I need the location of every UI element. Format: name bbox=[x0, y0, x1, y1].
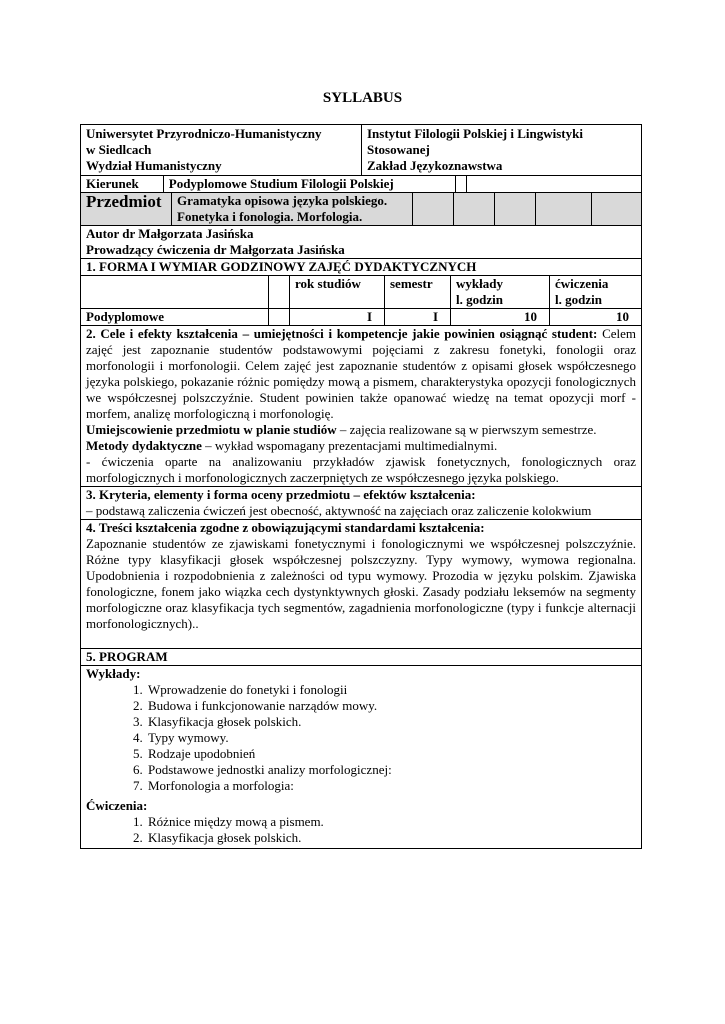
list-item: 4. Typy wymowy. bbox=[146, 730, 636, 746]
row-cwiczenia: 10 bbox=[616, 309, 629, 324]
metody-label: Metody dydaktyczne bbox=[86, 438, 202, 453]
section3-text: – podstawą zaliczenia ćwiczeń jest obecność, aktywność na zajęciach oraz zaliczenie kolokwium bbox=[86, 503, 592, 518]
list-item: 6. Podstawowe jednostki analizy morfologicznej: bbox=[146, 762, 636, 778]
section5-cell bbox=[81, 666, 642, 849]
row-semestr: I bbox=[385, 309, 451, 326]
section4-cell bbox=[81, 520, 642, 649]
przedmiot-row bbox=[81, 193, 642, 226]
kierunek-value: Podyplomowe Studium Filologii Polskiej bbox=[163, 176, 455, 192]
institute-name-cont: Stosowanej bbox=[367, 142, 430, 157]
col-wyklady-line2: l. godzin bbox=[456, 292, 503, 307]
section3-cell bbox=[81, 487, 642, 520]
cwiczenia-label: Ćwiczenia: bbox=[86, 798, 148, 813]
col-wyklady-line1: wykłady bbox=[456, 276, 503, 291]
section2-text: Celem zajęć jest zapoznanie studentów podstawowymi pojęciami z zakresu fonetyki, fonologii oraz morfonologii i morfonologii. Celem zajęć jest zapoznanie studentów z opisami głosek współczesnego języka polskiego, pokazanie różnic pomiędzy mową a pismem, charakterystyka opozycji fonologicznych we współczesnej polszczyźnie. Student powinien także opanować wiedzę na temat opozycji morf - morfem, analizę morfologiczną i morfonologię. bbox=[86, 326, 637, 421]
authors-cell bbox=[81, 226, 642, 259]
wyklady-list bbox=[86, 682, 636, 794]
kierunek-row bbox=[81, 176, 642, 193]
list-item: 7. Morfonologia a morfologia: bbox=[146, 778, 636, 794]
institute-cell bbox=[362, 125, 642, 175]
section3-heading: 3. Kryteria, elementy i forma oceny przedmiotu – efektów kształcenia: bbox=[86, 487, 476, 502]
row-wyklady: 10 bbox=[451, 309, 550, 326]
row-rok: I bbox=[290, 309, 385, 326]
metody-line2: - ćwiczenia oparte na analizowaniu przykładów zjawisk fonetycznych, fonologicznych oraz morfologicznych i morfonologicznych zaczerpniętych ze współczesnego języka polskiego. bbox=[86, 454, 636, 485]
section4-text: Zapoznanie studentów ze zjawiskami fonetycznymi i fonologicznymi we współczesnej polszczyźnie. Różne typy klasyfikacji głosek współczesnej polszczyzny. Typy wymowy, wymowa regionalna. Upodobnienia i rozpodobnienia z zależności od typu wymowy. Prozodia w języku polskim. Zjawiska fonologiczne, fonem jako wiązka cech dystynktywnych głoski. Zasady podziału leksemów na segmenty morfologiczne oraz klasyfikacja tych segmentów, zagadnienia morfonologiczne (typy i funkcje alternacji morfonologicznych).. bbox=[86, 536, 636, 631]
cwiczenia-list bbox=[86, 814, 636, 846]
syllabus-table bbox=[80, 124, 642, 849]
umiejscowienie-text: – zajęcia realizowane są w pierwszym semestrze. bbox=[336, 422, 597, 437]
row-label: Podyplomowe bbox=[81, 309, 269, 326]
section1-heading: 1. FORMA I WYMIAR GODZINOWY ZAJĘĆ DYDAKTYCZNYCH bbox=[81, 259, 642, 276]
przedmiot-line1: Gramatyka opisowa języka polskiego. bbox=[177, 193, 388, 208]
col-cwiczenia-line1: ćwiczenia bbox=[555, 276, 609, 291]
col-cwiczenia bbox=[550, 276, 642, 309]
page-title: SYLLABUS bbox=[322, 90, 403, 106]
university-name: Uniwersytet Przyrodniczo-Humanistyczny bbox=[86, 126, 322, 141]
przedmiot-label: Przedmiot bbox=[81, 193, 172, 225]
wyklady-label: Wykłady: bbox=[86, 666, 141, 681]
list-item: 1. Wprowadzenie do fonetyki i fonologii bbox=[146, 682, 636, 698]
col-rok: rok studiów bbox=[290, 276, 385, 309]
university-cell bbox=[81, 125, 362, 175]
department-name: Zakład Językoznawstwa bbox=[367, 158, 503, 173]
metody-text: – wykład wspomagany prezentacjami multimedialnymi. bbox=[201, 438, 498, 453]
section4-heading: 4. Treści kształcenia zgodne z obowiązującymi standardami kształcenia: bbox=[86, 520, 485, 535]
header-row bbox=[81, 125, 642, 176]
umiejscowienie-label: Umiejscowienie przedmiotu w planie studiów bbox=[86, 422, 337, 437]
section2-cell bbox=[81, 326, 642, 487]
col-wyklady bbox=[451, 276, 550, 309]
institute-name: Instytut Filologii Polskiej i Lingwistyki bbox=[367, 126, 583, 141]
list-item: 2. Budowa i funkcjonowanie narządów mowy. bbox=[146, 698, 636, 714]
section1-table bbox=[81, 276, 642, 326]
przedmiot-line2: Fonetyka i fonologia. Morfologia. bbox=[177, 209, 363, 224]
kierunek-label: Kierunek bbox=[81, 176, 163, 192]
section2-heading: 2. Cele i efekty kształcenia – umiejętności i kompetencje jakie powinien osiągnąć student: bbox=[86, 326, 598, 341]
list-item: 1. Różnice między mową a pismem. bbox=[146, 814, 636, 830]
author: Autor dr Małgorzata Jasińska bbox=[86, 226, 254, 241]
instructor: Prowadzący ćwiczenia dr Małgorzata Jasińska bbox=[86, 242, 345, 257]
university-city: w Siedlcach bbox=[86, 142, 152, 157]
list-item: 3. Klasyfikacja głosek polskich. bbox=[146, 714, 636, 730]
col-cwiczenia-line2: l. godzin bbox=[555, 292, 602, 307]
section5-heading: 5. PROGRAM bbox=[81, 649, 642, 666]
list-item: 5. Rodzaje upodobnień bbox=[146, 746, 636, 762]
list-item: 2. Klasyfikacja głosek polskich. bbox=[146, 830, 636, 846]
col-semestr: semestr bbox=[385, 276, 451, 309]
przedmiot-value bbox=[172, 193, 413, 225]
faculty-name: Wydział Humanistyczny bbox=[86, 158, 222, 173]
